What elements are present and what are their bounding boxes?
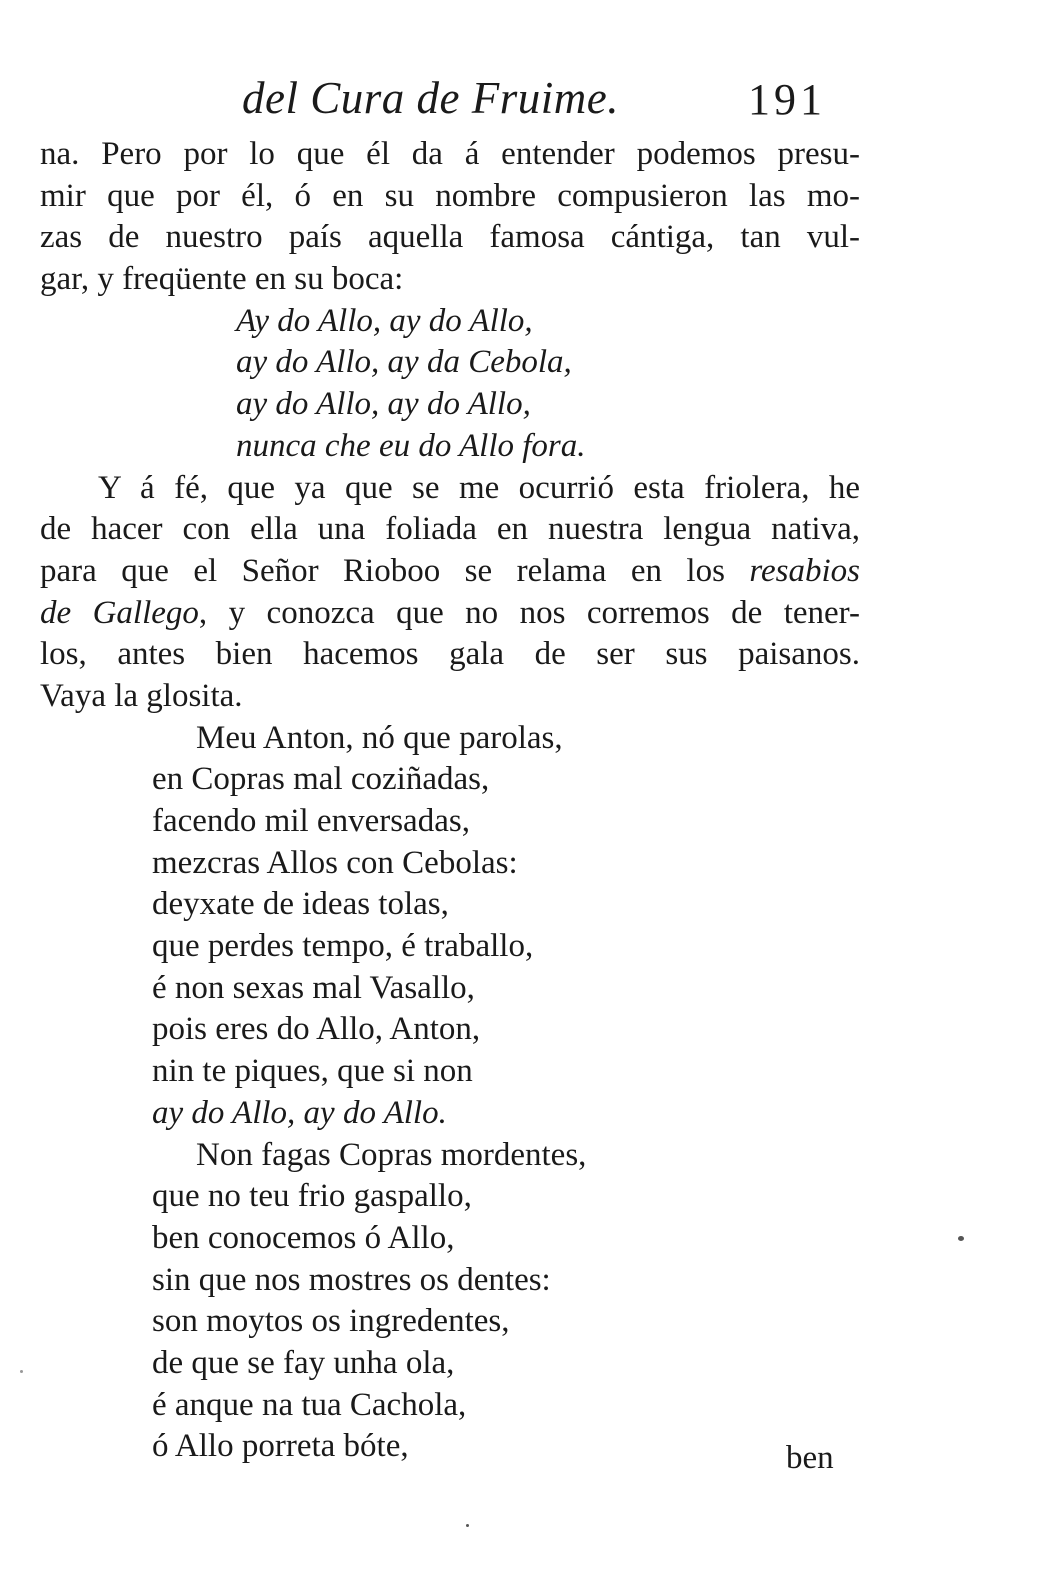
page-header [0,68,1040,128]
cantiga-line: nunca che eu do Allo fora. [236,427,586,464]
paragraph-2-text: , y conozca que no nos corremos de tener- [198,594,860,631]
catchword: ben [786,1440,834,1476]
paragraph-1-line: zas de nuestro país aquella famosa cántiga, tan vul- [40,219,860,256]
stanza-2-line: ó Allo porreta bóte, [152,1428,409,1465]
paragraph-2-line [40,593,860,635]
cantiga-line: Ay do Allo, ay do Allo, [236,302,533,339]
stanza-1-refrain: ay do Allo, ay do Allo. [152,1094,447,1131]
running-title: del Cura de Fruime. [242,73,619,123]
page-number: 191 [748,75,826,124]
paragraph-2-line: Y á fé, que ya que se me ocurrió esta friolera, he [98,469,860,506]
ink-speck [466,1524,469,1527]
paragraph-2-text: para que el Señor Rioboo se relama en los [40,552,750,589]
stanza-1-line: nin te piques, que si non [152,1053,473,1090]
stanza-2-line: é anque na tua Cachola, [152,1386,467,1423]
paragraph-2-line: los, antes bien hacemos gala de ser sus paisanos. [40,636,860,673]
body-text [40,134,860,1468]
stanza-1-line: é non sexas mal Vasallo, [152,969,475,1006]
stanza-2-line: Non fagas Copras mordentes, [196,1136,587,1173]
paragraph-2-italic: resabios [749,552,860,589]
paragraph-1-line: na. Pero por lo que él da á entender podemos presu- [40,136,860,172]
stanza-1-line: pois eres do Allo, Anton, [152,1011,481,1048]
stanza-1-line: facendo mil enversadas, [152,803,470,839]
cantiga-line: ay do Allo, ay da Cebola, [236,344,572,381]
paragraph-2-line: Vaya la glosita. [40,677,243,714]
stanza-1-line: mezcras Allos con Cebolas: [152,844,518,881]
stanza-1-line: en Copras mal coziñadas, [152,761,490,798]
stanza-2-line: de que se fay unha ola, [152,1344,455,1381]
ink-speck [958,1236,964,1241]
stanza-2-line: que no teu frio gaspallo, [152,1178,472,1215]
ink-speck [20,1370,23,1373]
stanza-1-line: Meu Anton, nó que parolas, [196,719,563,756]
paragraph-1-line: gar, y freqüente en su boca: [40,261,404,298]
paragraph-2-italic: de Gallego [40,594,199,631]
stanza-2-line: son moytos os ingredentes, [152,1303,510,1340]
stanza-2-line: ben conocemos ó Allo, [152,1219,455,1256]
paragraph-1-line: mir que por él, ó en su nombre compusieron las mo- [40,177,860,214]
paragraph-2-line [40,551,860,593]
paragraph-2-line: de hacer con ella una foliada en nuestra lengua nativa, [40,511,860,548]
stanza-1-line: deyxate de ideas tolas, [152,886,449,923]
stanza-1-line: que perdes tempo, é traballo, [152,928,534,965]
cantiga-line: ay do Allo, ay do Allo, [236,386,531,423]
stanza-2-line: sin que nos mostres os dentes: [152,1261,551,1298]
